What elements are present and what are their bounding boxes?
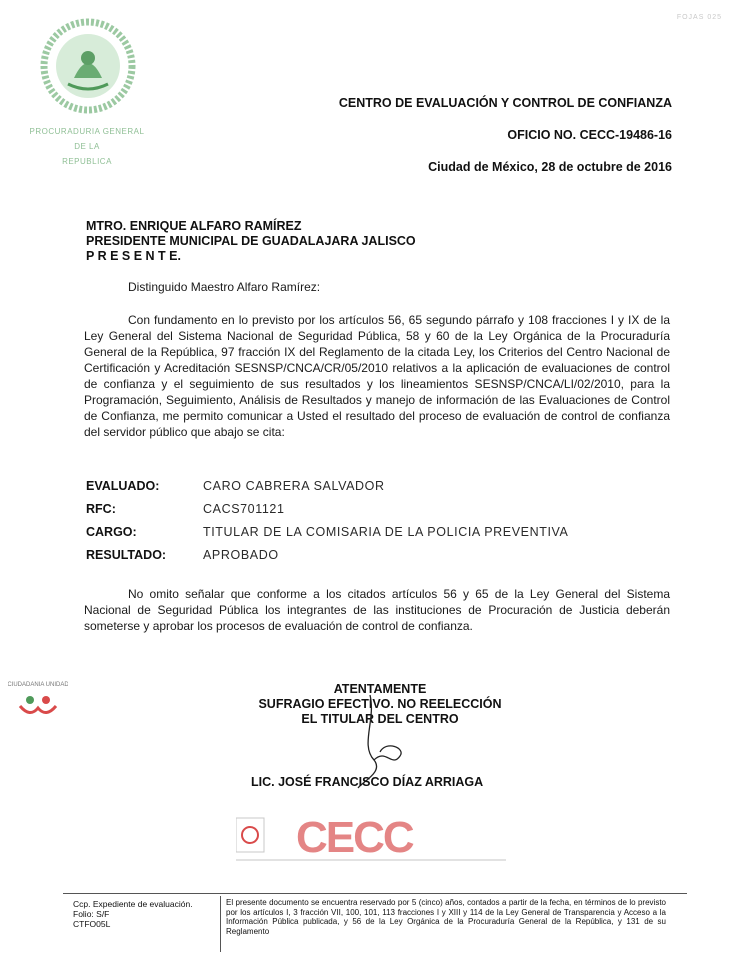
closing-title: EL TITULAR DEL CENTRO: [301, 712, 459, 726]
oficio-number: OFICIO NO. CECC-19486-16: [507, 128, 672, 142]
field-value-cargo: TITULAR DE LA COMISARIA DE LA POLICIA PREVENTIVA: [203, 525, 569, 539]
seal-caption-line-1: PROCURADURIA GENERAL: [29, 127, 145, 136]
cecc-logo-icon: [236, 810, 506, 864]
page-stamp: FOJAS 025: [676, 14, 722, 21]
closing-motto: SUFRAGIO EFECTIVO. NO REELECCIÓN: [258, 697, 502, 711]
footer-notice: El presente documento se encuentra reservado por 5 (cinco) años, contados a partir de la fecha, en términos de lo previsto por los artículos I, 3 fracción VII, 100, 101, 113 fracciones I y XIII y 114 de la Ley General de Transparencia y Acceso a la Información Pública publicada, y 56 de la Ley Orgánica de la Procuraduría General de la República, y 131 de su Reglamento: [226, 898, 666, 936]
footer-divider: [220, 896, 221, 952]
field-label-resultado: RESULTADO:: [86, 548, 167, 562]
ccp-line-3: CTFO05L: [73, 919, 111, 929]
addressee-name: MTRO. ENRIQUE ALFARO RAMÍREZ: [86, 219, 302, 233]
signer-name: LIC. JOSÉ FRANCISCO DÍAZ ARRIAGA: [251, 775, 484, 789]
seal-caption-line-3: REPUBLICA: [62, 157, 112, 166]
side-logo-text: CIUDADANIA UNIDAD: [8, 682, 68, 688]
addressee-position: PRESIDENTE MUNICIPAL DE GUADALAJARA JALISCO: [86, 234, 416, 248]
paragraph-closing: No omito señalar que conforme a los citados artículos 56 y 65 de la Ley General del Sistema Nacional de Seguridad Pública los integrantes de las instituciones de Procuración de Justicia deberán someterse y aprobar los procesos de evaluación de control de confianza.: [84, 587, 670, 633]
field-label-cargo: CARGO:: [86, 525, 137, 539]
footer-ccp: [73, 899, 213, 929]
field-value-resultado: APROBADO: [203, 548, 279, 562]
addressee-presente: P R E S E N T E.: [86, 249, 181, 263]
brand-logo-text: CECC: [296, 813, 413, 862]
field-value-evaluado: CARO CABRERA SALVADOR: [203, 479, 385, 493]
field-label-evaluado: EVALUADO:: [86, 479, 160, 493]
seal-caption-line-2: DE LA: [74, 142, 100, 151]
field-label-rfc: RFC:: [86, 502, 116, 516]
ccp-line-1: Ccp. Expediente de evaluación.: [73, 899, 193, 909]
mexico-seal-icon: [38, 18, 138, 114]
place-date: Ciudad de México, 28 de octubre de 2016: [428, 160, 672, 174]
ciudadania-logo-icon: [8, 676, 68, 720]
greeting: Distinguido Maestro Alfaro Ramírez:: [128, 280, 321, 294]
footer-rule: [63, 893, 687, 894]
paragraph-intro: Con fundamento en lo previsto por los artículos 56, 65 segundo párrafo y 108 fracciones I y IX de la Ley General del Sistema Nacional de Seguridad Pública, 58 y 60 de la Ley Orgánica de la Procuraduría General de la República, 97 fracción IX del Reglamento de la citada Ley, los Criterios del Centro Nacional de Certificación y Acreditación SESNSP/CNCA/CR/05/2010 relativos a la aplicación de evaluaciones de control de confianza y el seguimiento de sus resultados y los lineamientos SESNSP/CNCA/LI/02/2010, para la Programación, Seguimiento, Análisis de Resultados y manejo de información de las Evaluaciones de Control de Confianza, me permito comunicar a Usted el resultado del proceso de evaluación de control de confianza del servidor público que abajo se cita:: [84, 313, 670, 439]
organization-title: CENTRO DE EVALUACIÓN Y CONTROL DE CONFIANZA: [338, 96, 672, 110]
field-value-rfc: CACS701121: [203, 502, 285, 516]
closing-atentamente: ATENTAMENTE: [333, 682, 427, 696]
ccp-line-2: Folio: S/F: [73, 909, 110, 919]
